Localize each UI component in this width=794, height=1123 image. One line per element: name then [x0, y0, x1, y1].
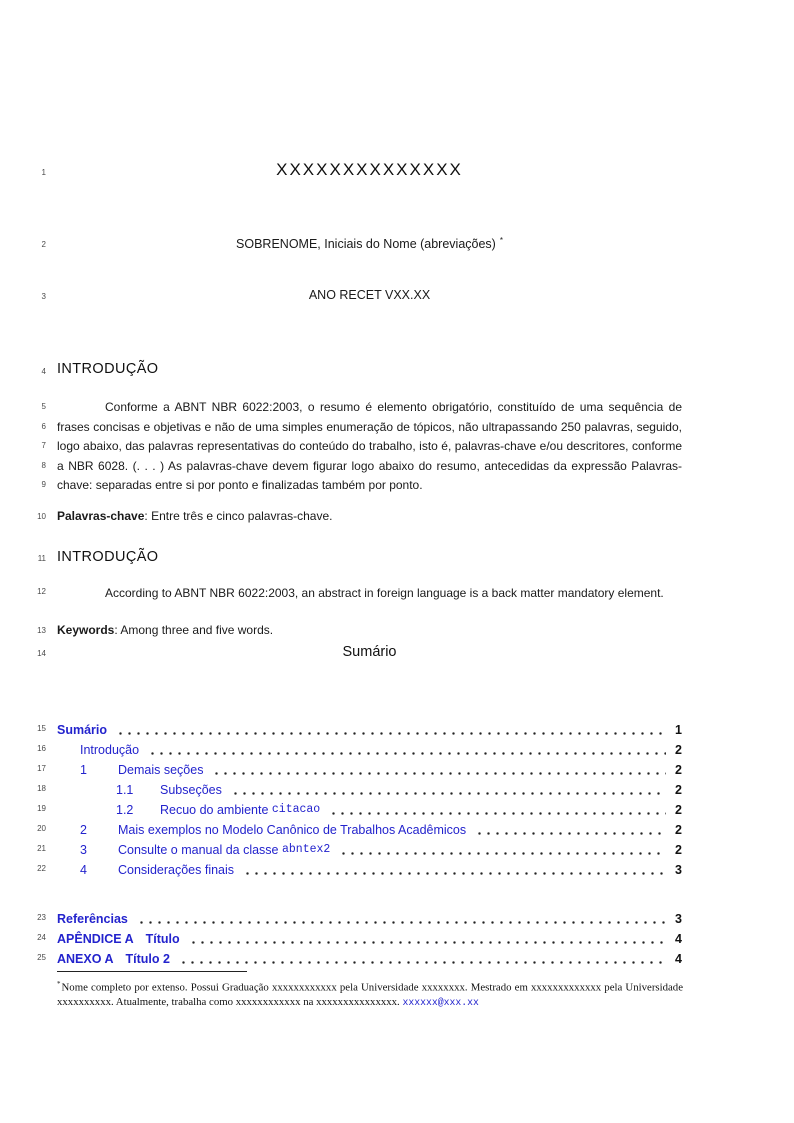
toc-entry[interactable] [57, 820, 682, 840]
toc-entry-page-number: 3 [675, 912, 682, 926]
toc-entry[interactable] [57, 949, 682, 969]
keywords-en-label: Keywords [57, 623, 115, 637]
toc-dot-leader [114, 720, 666, 740]
toc-entry-number: 2 [80, 823, 87, 837]
toc-dot-leader [229, 780, 666, 800]
toc-dot-leader [327, 800, 666, 820]
toc-entry[interactable] [57, 760, 682, 780]
toc-entry-mono-label: citacao [271, 803, 321, 816]
toc-list-post [57, 909, 682, 969]
keywords-pt-line [57, 509, 682, 523]
toc-entry-mono-label: abntex2 [281, 843, 331, 856]
footnote-marker: * [57, 980, 61, 988]
line-number: 4 [41, 367, 46, 376]
keywords-en-text: : Among three and five words. [114, 623, 274, 637]
toc-dot-leader [187, 929, 666, 949]
line-number: 12 [37, 587, 46, 596]
line-number: 9 [41, 480, 46, 489]
line-number: 24 [37, 933, 46, 942]
line-number: 8 [41, 461, 46, 470]
toc-dot-leader [146, 740, 666, 760]
line-number: 13 [37, 626, 46, 635]
resumo-paragraph: Conforme a ABNT NBR 6022:2003, o resumo é elemento obrigatório, constituído de uma sequência de frases concisas e objetivas e não de uma simples enumeração de tópicos, não ultrapassando 250 palavras, seguido, logo abaixo, das palavras representativas do conteúdo do trabalho, isto é, palavras-chave e/ou descritores, conforme a NBR 6028. (. . . ) As palavras-chave devem figurar logo abaixo do resumo, antecedidas da expressão Palavras-chave: separadas entre si por ponto e finalizadas também por ponto. [57, 400, 682, 492]
toc-entry-page-number: 3 [675, 863, 682, 877]
keywords-pt-text: : Entre três e cinco palavras-chave. [144, 509, 333, 523]
toc-entry-page-number: 4 [675, 932, 682, 946]
toc-entry-label: Título 2 [125, 952, 170, 966]
toc-list-main [57, 720, 682, 880]
line-number: 18 [37, 784, 46, 793]
toc-entry-label: Recuo do ambiente [160, 803, 272, 817]
toc-dot-leader [337, 840, 666, 860]
footnote-email-link[interactable]: xxxxxx@xxx.xx [402, 996, 479, 1008]
document-title: XXXXXXXXXXXXXX [276, 160, 463, 179]
toc-entry-number: 1 [80, 763, 87, 777]
toc-entry-page-number: 2 [675, 743, 682, 757]
abstract-heading: INTRODUÇÃO [57, 549, 159, 565]
toc-entry-label: Considerações finais [118, 863, 235, 877]
toc-entry[interactable] [57, 740, 682, 760]
footnote-text: Nome completo por extenso. Possui Graduação xxxxxxxxxxxx pela Universidade xxxxxxxx. Mestrado em xxxxxxxxxxxxx pela Universidade xxxxxxxxxx. Atualmente, trabalha como xxxxxxxxxxxx na xxxxxxxxxxxxxxx. [57, 981, 683, 1008]
abstract-paragraph: According to ABNT NBR 6022:2003, an abstract in foreign language is a back matter mandatory element. [105, 586, 664, 600]
line-number: 7 [41, 441, 46, 450]
toc-dot-leader [473, 820, 666, 840]
toc-dot-leader [177, 949, 666, 969]
toc-entry-label: Sumário [57, 723, 108, 737]
toc-entry[interactable] [57, 720, 682, 740]
toc-entry-page-number: 2 [675, 843, 682, 857]
resumo-heading: INTRODUÇÃO [57, 361, 159, 377]
line-number: 19 [37, 804, 46, 813]
toc-entry-label: Introdução [80, 743, 140, 757]
footnote-rule [57, 971, 247, 972]
toc-entry-page-number: 2 [675, 803, 682, 817]
toc-entry-label: Título [145, 932, 180, 946]
keywords-pt-label: Palavras-chave [57, 509, 145, 523]
toc-dot-leader [241, 860, 666, 880]
toc-entry[interactable] [57, 780, 682, 800]
line-number: 11 [37, 554, 46, 563]
line-number: 14 [37, 649, 46, 658]
toc-entry[interactable] [57, 860, 682, 880]
toc-entry-number: ANEXO A [57, 952, 114, 966]
line-number: 21 [37, 844, 46, 853]
toc-entry-label: Referências [57, 912, 128, 926]
toc-entry-page-number: 2 [675, 763, 682, 777]
toc-entry-page-number: 1 [675, 723, 682, 737]
toc-heading: Sumário [342, 644, 397, 660]
author-line [57, 236, 682, 251]
keywords-en-line [57, 623, 682, 637]
footnote [57, 977, 683, 1010]
toc-entry-page-number: 4 [675, 952, 682, 966]
toc-entry[interactable] [57, 909, 682, 929]
toc-entry-number: APÊNDICE A [57, 932, 134, 946]
line-number: 1 [41, 168, 46, 177]
toc-dot-leader [135, 909, 666, 929]
toc-entry-label: Demais seções [118, 763, 204, 777]
toc-entry-label: Subseções [160, 783, 222, 797]
line-number: 10 [37, 512, 46, 521]
author-name: SOBRENOME, Iniciais do Nome (abreviações) [236, 237, 496, 252]
line-number: 23 [37, 913, 46, 922]
toc-entry[interactable] [57, 929, 682, 949]
year-line: ANO RECET VXX.XX [308, 288, 431, 302]
toc-entry[interactable] [57, 800, 682, 820]
toc-entry-number: 3 [80, 843, 87, 857]
line-number: 6 [41, 422, 46, 431]
toc-entry-page-number: 2 [675, 823, 682, 837]
toc-entry-number: 4 [80, 863, 87, 877]
line-number: 16 [37, 744, 46, 753]
line-number: 20 [37, 824, 46, 833]
toc-entry[interactable] [57, 840, 682, 860]
line-number: 15 [37, 724, 46, 733]
line-number: 25 [37, 953, 46, 962]
footnote-marker: * [499, 236, 503, 245]
line-number: 17 [37, 764, 46, 773]
line-number: 2 [41, 240, 46, 249]
toc-entry-number: 1.2 [116, 803, 134, 817]
toc-entry-number: 1.1 [116, 783, 134, 797]
line-number: 22 [37, 864, 46, 873]
toc-entry-label: Consulte o manual da classe [118, 843, 282, 857]
toc-entry-label: Mais exemplos no Modelo Canônico de Trabalhos Acadêmicos [118, 823, 467, 837]
line-number: 5 [41, 402, 46, 411]
toc-dot-leader [210, 760, 666, 780]
line-number: 3 [41, 292, 46, 301]
toc-entry-page-number: 2 [675, 783, 682, 797]
